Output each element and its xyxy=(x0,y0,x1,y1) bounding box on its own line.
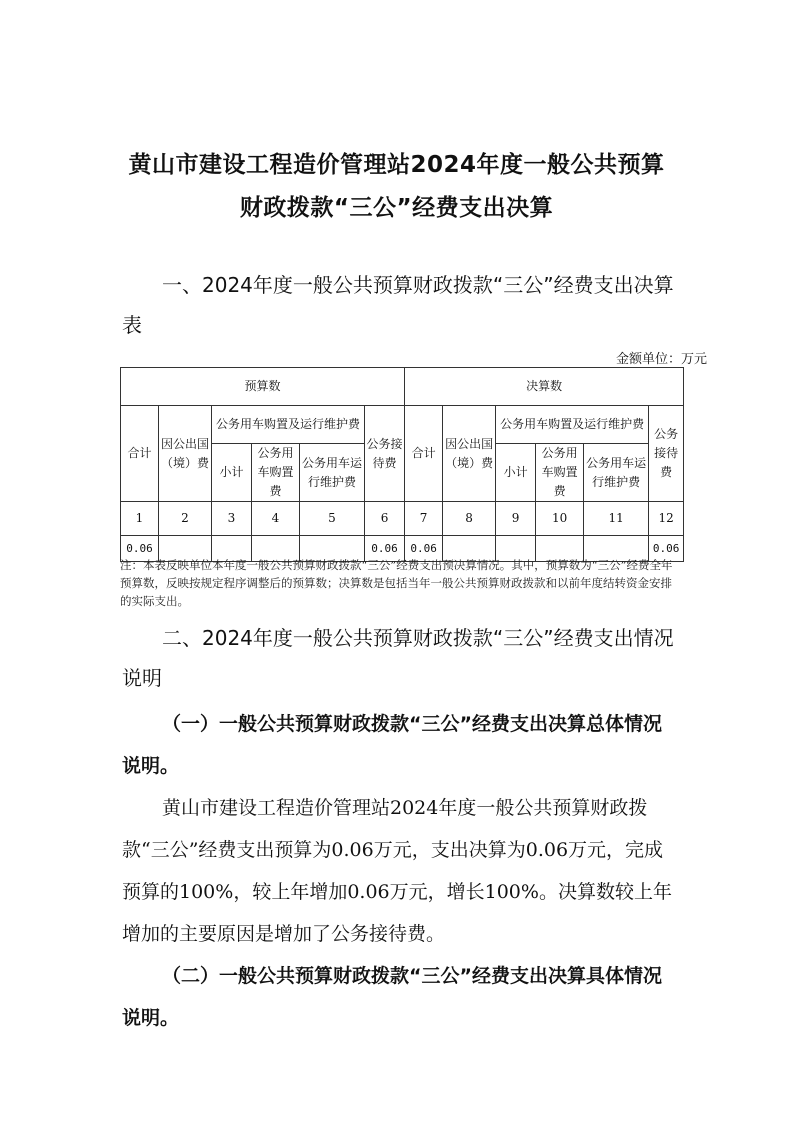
section1-heading: 一、2024年度一般公共预算财政拨款“三公”经费支出决算表 xyxy=(122,273,674,337)
index-cell: 10 xyxy=(536,502,584,536)
index-cell: 2 xyxy=(159,502,212,536)
value-cell: 0.06 xyxy=(121,536,159,562)
unit-label: 金额单位：万元 xyxy=(615,352,707,367)
table-note: 注：本表反映单位本年度一般公共预算财政拨款“三公”经费支出预决算情况。其中，预算数为“三公”经费全年预算数，反映按规定程序调整后的预算数；决算数是包括当年一般公共预算财政拨款和以前年度结转资金安排的实际支出。 xyxy=(120,558,673,608)
index-cell: 9 xyxy=(496,502,536,536)
header-vehicle-purchase: 公务用车购置费 xyxy=(536,444,584,502)
header-vehicle-operation: 公务用车运行维护费 xyxy=(300,444,365,502)
subsection1-body: 黄山市建设工程造价管理站2024年度一般公共预算财政拨款“三公”经费支出预算为0.06万元，支出决算为0.06万元，完成预算的100%，较上年增加0.06万元，增长100%。决算数较上年增加的主要原因是增加了公务接待费。 xyxy=(122,797,672,945)
subsection1-heading: （一）一般公共预算财政拨款“三公”经费支出决算总体情况说明。 xyxy=(122,713,662,777)
value-cell: 0.06 xyxy=(365,536,405,562)
header-vehicle-group: 公务用车购置及运行维护费 xyxy=(496,406,649,444)
header-reception: 公务接待费 xyxy=(649,406,684,502)
index-cell: 5 xyxy=(300,502,365,536)
header-subtotal: 小计 xyxy=(496,444,536,502)
index-cell: 3 xyxy=(212,502,252,536)
section2-heading: 二、2024年度一般公共预算财政拨款“三公”经费支出情况说明 xyxy=(122,626,674,690)
header-vehicle-operation: 公务用车运行维护费 xyxy=(584,444,649,502)
header-abroad: 因公出国（境）费 xyxy=(159,406,212,502)
index-cell: 8 xyxy=(443,502,496,536)
header-total: 合计 xyxy=(121,406,159,502)
document-title-line1: 黄山市建设工程造价管理站2024年度一般公共预算 xyxy=(128,152,665,178)
three-expenses-table xyxy=(120,367,684,562)
index-cell: 7 xyxy=(405,502,443,536)
index-cell: 11 xyxy=(584,502,649,536)
header-final-group: 决算数 xyxy=(405,368,684,406)
index-cell: 4 xyxy=(252,502,300,536)
header-budget-group: 预算数 xyxy=(121,368,405,406)
header-total: 合计 xyxy=(405,406,443,502)
index-cell: 12 xyxy=(649,502,684,536)
header-reception: 公务接待费 xyxy=(365,406,405,502)
header-abroad: 因公出国（境）费 xyxy=(443,406,496,502)
index-cell: 6 xyxy=(365,502,405,536)
subsection2-heading: （二）一般公共预算财政拨款“三公”经费支出决算具体情况说明。 xyxy=(122,965,662,1029)
header-vehicle-purchase: 公务用车购置费 xyxy=(252,444,300,502)
header-subtotal: 小计 xyxy=(212,444,252,502)
value-cell: 0.06 xyxy=(649,536,684,562)
document-title-line2: 财政拨款“三公”经费支出决算 xyxy=(239,195,554,221)
index-cell: 1 xyxy=(121,502,159,536)
header-vehicle-group: 公务用车购置及运行维护费 xyxy=(212,406,365,444)
value-cell: 0.06 xyxy=(405,536,443,562)
